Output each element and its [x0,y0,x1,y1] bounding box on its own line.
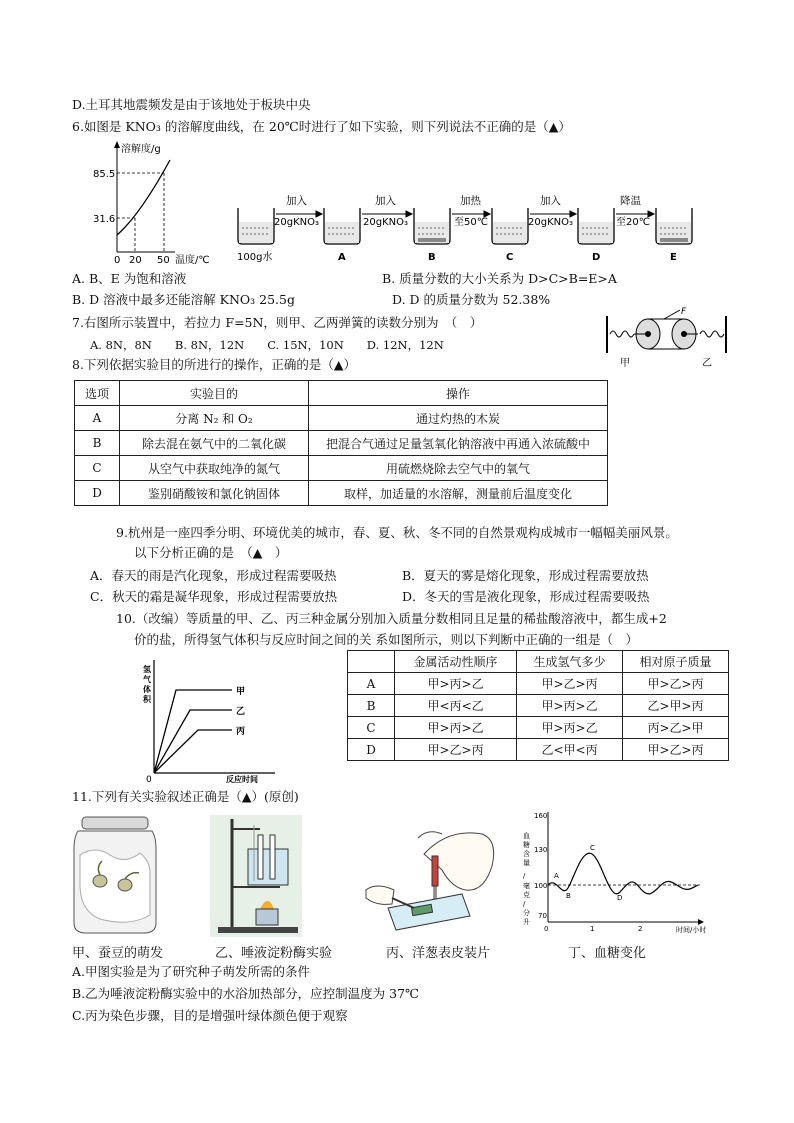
table-header: 选项 [75,381,120,406]
q6-ytick-85: 85.5 [93,169,116,180]
glucose-ylabel-2: 糖 [523,841,530,849]
q10-hydrogen-chart [140,658,280,784]
table-cell: D [348,739,395,761]
glucose-ytick-70: 70 [538,912,547,920]
q10-stem-2: 价的盐，所得氢气体积与反应时间之间的关 系如图所示，则以下判断中正确的一组是（ ） [134,632,638,647]
q7-left-label: 甲 [620,358,630,369]
table-cell: B [348,695,395,717]
table-header: 金属活动性顺序 [395,651,517,673]
label-water: 100g水 [237,252,273,263]
step2-top: 加入 [375,195,396,207]
q10-table [347,650,729,761]
table-header [348,651,395,673]
glucose-ylabel-8: / [523,900,526,908]
glucose-ylabel-6: 毫 [523,882,530,890]
table-cell: 鉴别硝酸铵和氯化钠固体 [120,481,309,506]
table-row [348,717,729,739]
table-cell: 丙>乙>甲 [623,717,729,739]
q7-right-label: 乙 [702,358,712,369]
table-cell: 通过灼热的木炭 [309,406,608,431]
glucose-point-a: A [554,872,559,880]
q7-pulley-figure [604,308,729,370]
table-cell: 把混合气通过足量氢氧化钠溶液中再通入浓硫酸中 [309,431,608,456]
beaker-a [324,208,360,244]
q10-series-bing: 丙 [236,727,246,737]
step3-top: 加热 [460,195,481,207]
q7-force-label: F [681,307,687,317]
table-cell: 甲>乙>丙 [623,739,729,761]
q6-solubility-chart [90,140,225,265]
q10-series-jia: 甲 [236,687,246,697]
water-bath-apparatus [210,815,302,937]
prev-option-d: D.土耳其地震频发是由于该地处于板块中央 [72,97,311,112]
beaker-water [238,208,274,244]
table-cell: 甲>丙>乙 [395,673,517,695]
glucose-ytick-160: 160 [534,812,548,820]
table-row [75,431,608,456]
glucose-ylabel-9: 分 [523,909,530,917]
table-cell: 甲>乙>丙 [623,673,729,695]
q9-option-c: C．秋天的霜是凝华现象，形成过程需要放热 [90,589,338,604]
q6-beaker-process [230,190,710,265]
q6-xtick-20: 20 [129,255,142,266]
glucose-xtick-2: 2 [638,925,643,933]
table-cell: C [348,717,395,739]
table-row [348,651,729,673]
table-cell: B [75,431,120,456]
q10-stem-1: 10.（改编）等质量的甲、乙、丙三种金属分别加入质量分数相同且足量的稀盐酸溶液中，都生成+2 [116,611,667,626]
table-cell: 分离 N₂ 和 O₂ [120,406,309,431]
beaker-c [492,208,528,244]
glucose-ylabel-1: 血 [523,832,530,840]
step5-bottom: 至20℃ [616,217,650,228]
table-cell: 乙<甲<丙 [517,739,623,761]
q10-xlabel: 反应时间 [226,775,258,784]
glucose-origin: 0 [544,925,549,933]
glucose-xtick-1: 1 [590,925,595,933]
q9-stem-2: 以下分析正确的是 （▲ ） [134,545,288,560]
q11-option-b: B.乙为唾液淀粉酶实验中的水浴加热部分，应控制温度为 37℃ [72,986,420,1001]
q9-option-d: D．冬天的雪是液化现象，形成过程需要吸热 [402,589,650,604]
table-cell: 甲>丙>乙 [517,695,623,717]
glucose-ylabel-5: / [523,872,526,880]
q7-stem: 7.右图所示装置中，若拉力 F=5N，则甲、乙两弹簧的读数分别为 （ ） [72,315,483,330]
caption-ding: 丁、血糖变化 [568,946,647,961]
step2-bottom: 20gKNO₃ [363,217,408,228]
table-row [348,695,729,717]
beaker-e [656,208,692,244]
glucose-ylabel-4: 量 [523,859,530,867]
q10-series-yi: 乙 [236,707,246,717]
q10-ylabel-1: 氢 [143,665,151,674]
jar-seed-illustration [70,815,160,937]
q10-ylabel-2: 气 [143,675,151,684]
table-row [75,481,608,506]
step1-bottom: 20gKNO₃ [274,217,319,228]
label-e: E [670,252,677,263]
step5-top: 降温 [620,195,641,207]
glucose-ylabel-7: 克 [523,891,530,899]
q8-stem: 8.下列依据实验目的所进行的操作，正确的是（▲） [72,357,357,372]
step4-bottom: 20gKNO₃ [528,217,573,228]
table-cell: 从空气中获取纯净的氮气 [120,456,309,481]
caption-yi: 乙、唾液淀粉酶实验 [215,946,333,961]
table-cell: D [75,481,120,506]
table-cell: A [75,406,120,431]
table-header: 实验目的 [120,381,309,406]
glucose-point-c: C [590,844,595,852]
glucose-ylabel-10: 升 [523,918,530,926]
table-cell: 甲>乙>丙 [517,673,623,695]
q11-option-a: A.甲图实验是为了研究种子萌发所需的条件 [72,964,311,979]
q10-ylabel-3: 体 [143,685,151,694]
q11-option-c: C.丙为染色步骤，目的是增强叶绿体颜色便于观察 [72,1008,348,1023]
q6-option-c: B. D 溶液中最多还能溶解 KNO₃ 25.5g [72,292,295,307]
q6-option-a: A. B、E 为饱和溶液 [72,271,187,286]
glucose-ytick-130: 130 [534,846,548,854]
q6-xtick-50: 50 [157,255,170,266]
q8-table [74,380,608,506]
caption-bing: 丙、洋葱表皮装片 [386,946,491,961]
label-a: A [338,252,346,263]
table-row [75,456,608,481]
q9-option-a: A．春天的雨是汽化现象，形成过程需要吸热 [90,568,337,583]
q9-stem-1: 9.杭州是一座四季分明、环境优美的城市，春、夏、秋、冬不同的自然景观构成城市一幅幅美丽风景。 [116,525,678,540]
q6-xtick-0: 0 [114,255,121,266]
q7-options: A. 8N，8N B. 8N，12N C. 15N，10N D. 12N，12N [90,338,444,352]
table-cell: 乙>甲>丙 [623,695,729,717]
q10-ylabel-4: 积 [143,695,151,704]
label-c: C [506,252,514,263]
table-cell: 甲<丙<乙 [395,695,517,717]
table-cell: 甲>丙>乙 [517,717,623,739]
table-row [348,673,729,695]
label-b: B [428,252,436,263]
table-row [75,406,608,431]
label-d: D [592,252,601,263]
q6-option-d: D. D 的质量分数为 52.38% [392,292,551,307]
step3-bottom: 至50℃ [454,217,488,228]
glucose-chart [520,808,735,938]
beaker-b [414,208,450,244]
glucose-ylabel-3: 含 [523,850,530,858]
q10-origin: 0 [146,775,152,785]
q6-xlabel: 温度/℃ [175,255,210,266]
q9-option-b: B．夏天的雾是熔化现象，形成过程需要放热 [402,568,649,583]
beaker-d [578,208,614,244]
table-header: 生成氢气多少 [517,651,623,673]
table-cell: 除去混在氨气中的二氧化碳 [120,431,309,456]
glucose-point-d: D [617,894,623,902]
q6-stem: 6.如图是 KNO₃ 的溶解度曲线，在 20℃时进行了如下实验，则下列说法不正确的是（▲） [72,119,571,134]
table-header: 相对原子质量 [623,651,729,673]
glucose-point-b: B [566,892,571,900]
q6-option-b: B. 质量分数的大小关系为 D>C>B=E>A [382,271,617,286]
caption-jia: 甲、蚕豆的萌发 [72,946,164,961]
q11-stem: 11.下列有关实验叙述正确是（▲）(原创) [72,789,299,804]
q6-ylabel: 溶解度/g [121,144,161,155]
table-row [348,739,729,761]
table-cell: 取样，加适量的水溶解，测量前后温度变化 [309,481,608,506]
table-cell: C [75,456,120,481]
table-header: 操作 [309,381,608,406]
table-cell: A [348,673,395,695]
glucose-xlabel: 时间/小时 [676,926,707,934]
step4-top: 加入 [540,195,561,207]
onion-slide-illustration [358,820,500,932]
table-row [75,381,608,406]
step1-top: 加入 [286,195,307,207]
table-cell: 用硫燃烧除去空气中的氧气 [309,456,608,481]
table-cell: 甲>丙>乙 [395,717,517,739]
glucose-ytick-100: 100 [534,882,548,890]
table-cell: 甲>乙>丙 [395,739,517,761]
q6-ytick-31: 31.6 [93,214,116,225]
